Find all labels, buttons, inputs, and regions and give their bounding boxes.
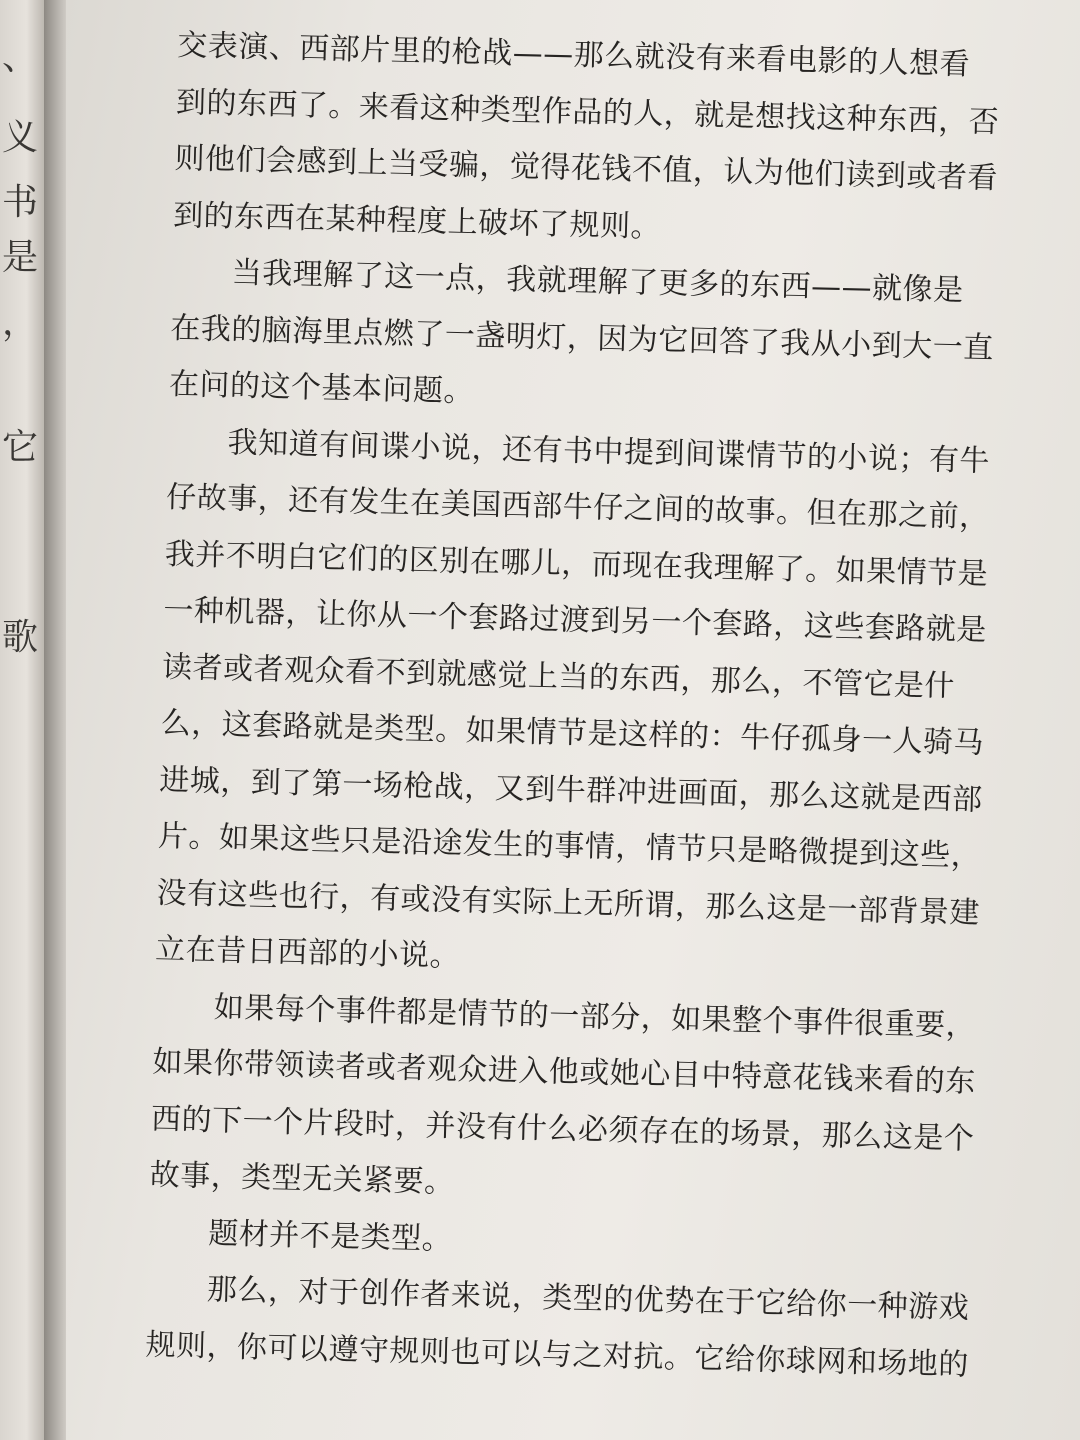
- text-line: 故事，类型无关紧要。: [149, 1157, 456, 1201]
- text-line: 立在昔日西部的小说。: [154, 931, 461, 975]
- text-line: 我知道有间谍小说，还有书中提到间谍情节的小说；有牛: [227, 424, 991, 479]
- left-page-fragment: 、: [2, 37, 39, 78]
- text-line: 西的下一个片段时，并没有什么必须存在的场景，那么这是个: [150, 1101, 975, 1157]
- left-page-fragment: 它: [2, 427, 39, 468]
- left-page-fragment: 书: [2, 182, 39, 223]
- text-line: 规则，你可以遵守规则也可以与之对抗。它给你球网和场地的: [145, 1327, 970, 1383]
- text-line: 么，这套路就是类型。如果情节是这样的：牛仔孤身一人骑马: [160, 705, 985, 761]
- text-line: 到的东西在某种程度上破坏了规则。: [172, 197, 662, 245]
- text-line: 在我的脑海里点燃了一盏明灯，因为它回答了我从小到大一直: [169, 310, 995, 366]
- text-line: 一种机器，让你从一个套路过渡到另一个套路，这些套路就是: [163, 592, 988, 648]
- text-line: 题材并不是类型。: [207, 1215, 453, 1257]
- text-line: 我并不明白它们的区别在哪儿，而现在我理解了。如果情节是: [164, 536, 989, 592]
- text-line: 读者或者观众看不到就感觉上当的东西，那么，不管它是什: [161, 649, 956, 704]
- left-page-edge: [0, 0, 44, 1440]
- text-line: 当我理解了这一点，我就理解了更多的东西——就像是: [231, 255, 964, 309]
- text-line: 没有这些也行，有或没有实际上无所谓，那么这是一部背景建: [156, 875, 981, 931]
- left-page-fragment: 义: [2, 117, 39, 158]
- text-line: 则他们会感到上当受骗，觉得花钱不值，认为他们读到或者看: [174, 140, 999, 197]
- text-line: 那么，对于创作者来说，类型的优势在于它给你一种游戏: [206, 1272, 970, 1326]
- text-line: 仔故事，还有发生在美国西部牛仔之间的故事。但在那之前，: [165, 479, 990, 535]
- book-gutter: [44, 0, 66, 1440]
- text-line: 片。如果这些只是沿途发生的事情，情节只是略微提到这些，: [157, 818, 982, 874]
- text-line: 进城，到了第一场枪战，又到牛群冲进画面，那么这就是西部: [158, 762, 984, 818]
- text-line: 到的东西了。来看这种类型作品的人，就是想找这种东西，否: [175, 84, 1000, 140]
- left-page-fragment: 歌: [2, 617, 39, 658]
- text-line: 如果你带领读者或者观众进入他或她心目中特意花钱来看的东: [152, 1044, 977, 1100]
- left-page-fragment: 是: [2, 237, 39, 278]
- left-page-fragment: ，: [2, 302, 39, 343]
- body-text: [145, 18, 1008, 1394]
- right-page: [66, 0, 1080, 1440]
- text-line: 在问的这个基本问题。: [168, 366, 475, 410]
- text-line: 交表演、西部片里的枪战——那么就没有来看电影的人想看: [176, 27, 971, 83]
- text-line: 如果每个事件都是情节的一部分，如果整个事件很重要，: [213, 989, 977, 1044]
